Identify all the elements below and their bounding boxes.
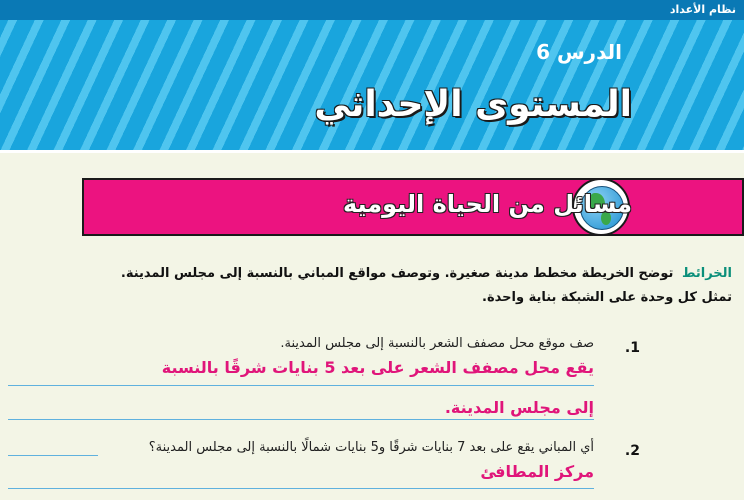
- intro-line-2: تمثل كل وحدة على الشبكة بناية واحدة.: [482, 290, 732, 305]
- lesson-header: [0, 0, 744, 150]
- question-1-number: 1.: [624, 340, 640, 356]
- question-1-answer-line-1[interactable]: يقع محل مصفف الشعر على بعد 5 بنايات شرقًا بالنسبة: [161, 358, 594, 377]
- answer-rule: [8, 488, 594, 489]
- header-divider: [0, 150, 744, 153]
- intro-line-1: [12, 262, 732, 286]
- chapter-strip: [0, 0, 744, 20]
- question-2-answer[interactable]: مركز المطافئ: [480, 462, 594, 481]
- answer-rule: [8, 385, 594, 386]
- lesson-title: المستوى الإحداثي: [314, 84, 632, 125]
- section-title: مسائل من الحياة اليومية: [342, 190, 632, 218]
- question-1-text: صف موقع محل مصفف الشعر بالنسبة إلى مجلس المدينة.: [280, 336, 594, 351]
- question-2-text: أي المباني يقع على بعد 7 بنايات شرقًا و5 بنايات شمالًا بالنسبة إلى مجلس المدينة؟: [148, 440, 594, 455]
- intro-text: توضح الخريطة مخطط مدينة صغيرة. وتوصف مواقع المباني بالنسبة إلى مجلس المدينة.: [120, 266, 674, 281]
- answer-rule: [8, 419, 594, 420]
- answer-rule: [8, 455, 98, 456]
- lesson-number: الدرس 6: [536, 40, 622, 64]
- problem-intro: [12, 262, 732, 310]
- chapter-label: نظام الأعداد: [669, 3, 736, 16]
- intro-keyword: الخرائط: [681, 266, 732, 281]
- question-1-answer-line-2[interactable]: إلى مجلس المدينة.: [444, 398, 594, 417]
- question-2-number: 2.: [624, 443, 640, 459]
